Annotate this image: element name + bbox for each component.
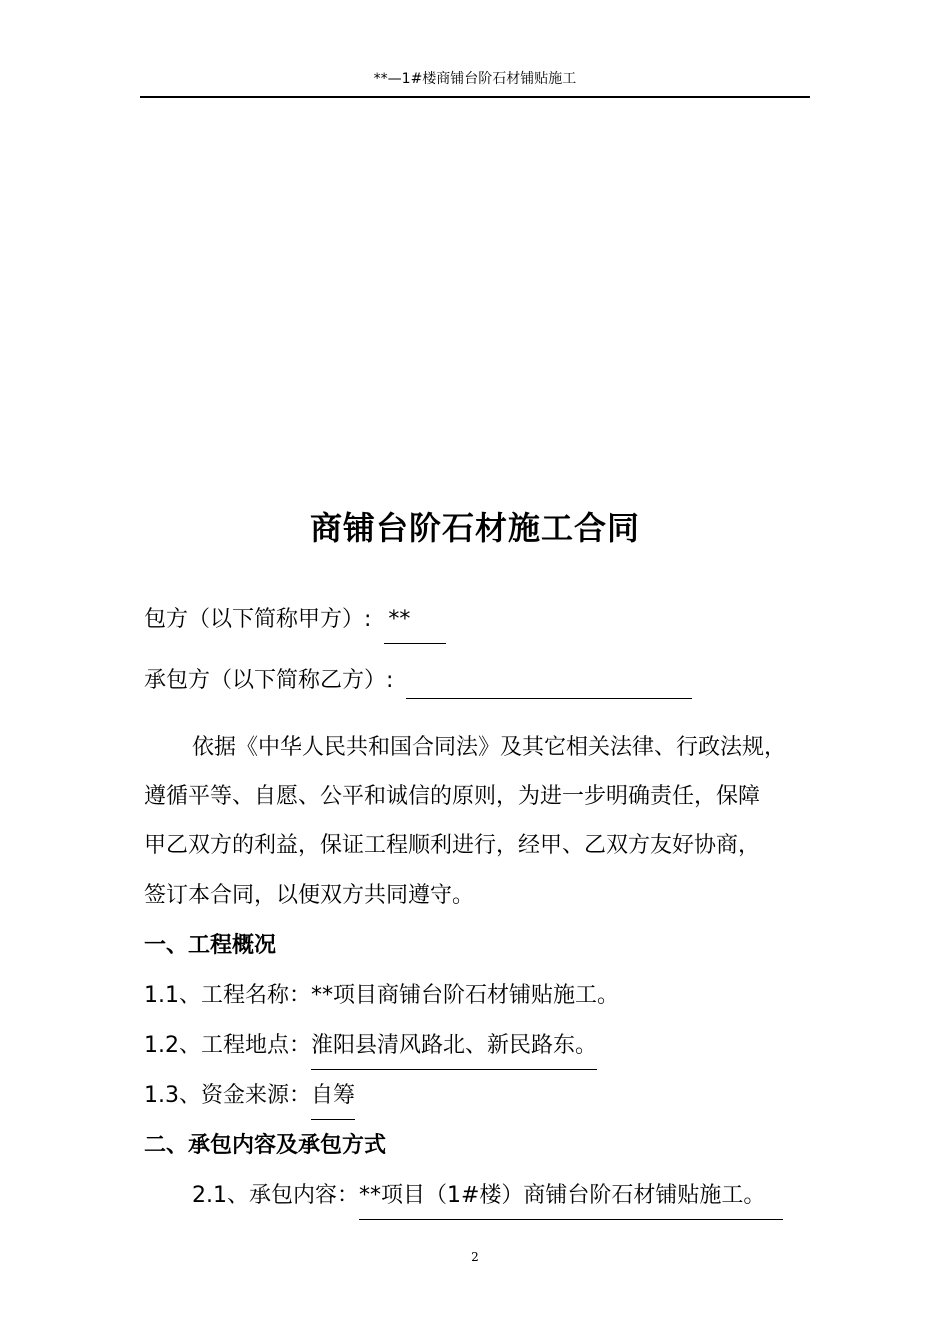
section-2-heading: 二、承包内容及承包方式 — [144, 1133, 387, 1158]
item-1-1-label: 1.1、工程名称： — [144, 983, 311, 1008]
party-b-field[interactable] — [406, 664, 692, 699]
item-1-2 — [144, 1029, 597, 1070]
item-1-3-label: 1.3、资金来源： — [144, 1083, 311, 1108]
document-title: 商铺台阶石材施工合同 — [309, 509, 640, 547]
item-1-2-label: 1.2、工程地点： — [144, 1033, 311, 1058]
section-1-heading: 一、工程概况 — [144, 933, 277, 958]
header-rule — [140, 96, 810, 98]
item-2-1-value: **项目（1#楼）商铺台阶石材铺贴施工。 — [359, 1179, 783, 1220]
item-2-1-label: 2.1、承包内容： — [192, 1183, 359, 1208]
party-a-field[interactable]: ** — [384, 603, 446, 644]
party-a-line — [144, 603, 446, 644]
item-2-1 — [192, 1179, 783, 1220]
preamble-line-3: 甲乙双方的利益，保证工程顺利进行，经甲、乙双方友好协商， — [144, 833, 761, 858]
page-number: 2 — [471, 1250, 479, 1264]
item-1-3-value: 自筹 — [311, 1079, 355, 1120]
preamble-line-4: 签订本合同，以便双方共同遵守。 — [144, 883, 475, 908]
item-1-1 — [144, 979, 619, 1013]
preamble-line-2: 遵循平等、自愿、公平和诚信的原则，为进一步明确责任，保障 — [144, 784, 761, 809]
party-a-label: 包方（以下简称甲方）: — [144, 607, 372, 632]
preamble-line-1: 依据《中华人民共和国合同法》及其它相关法律、行政法规， — [192, 735, 787, 760]
page-header: **—1#楼商铺台阶石材铺贴施工 — [373, 71, 577, 87]
item-1-3 — [144, 1079, 355, 1120]
item-1-2-value: 淮阳县清风路北、新民路东。 — [311, 1029, 597, 1070]
party-b-line — [144, 664, 692, 699]
party-b-label: 承包方（以下简称乙方）: — [144, 668, 394, 693]
item-1-1-value: **项目商铺台阶石材铺贴施工。 — [311, 983, 620, 1008]
